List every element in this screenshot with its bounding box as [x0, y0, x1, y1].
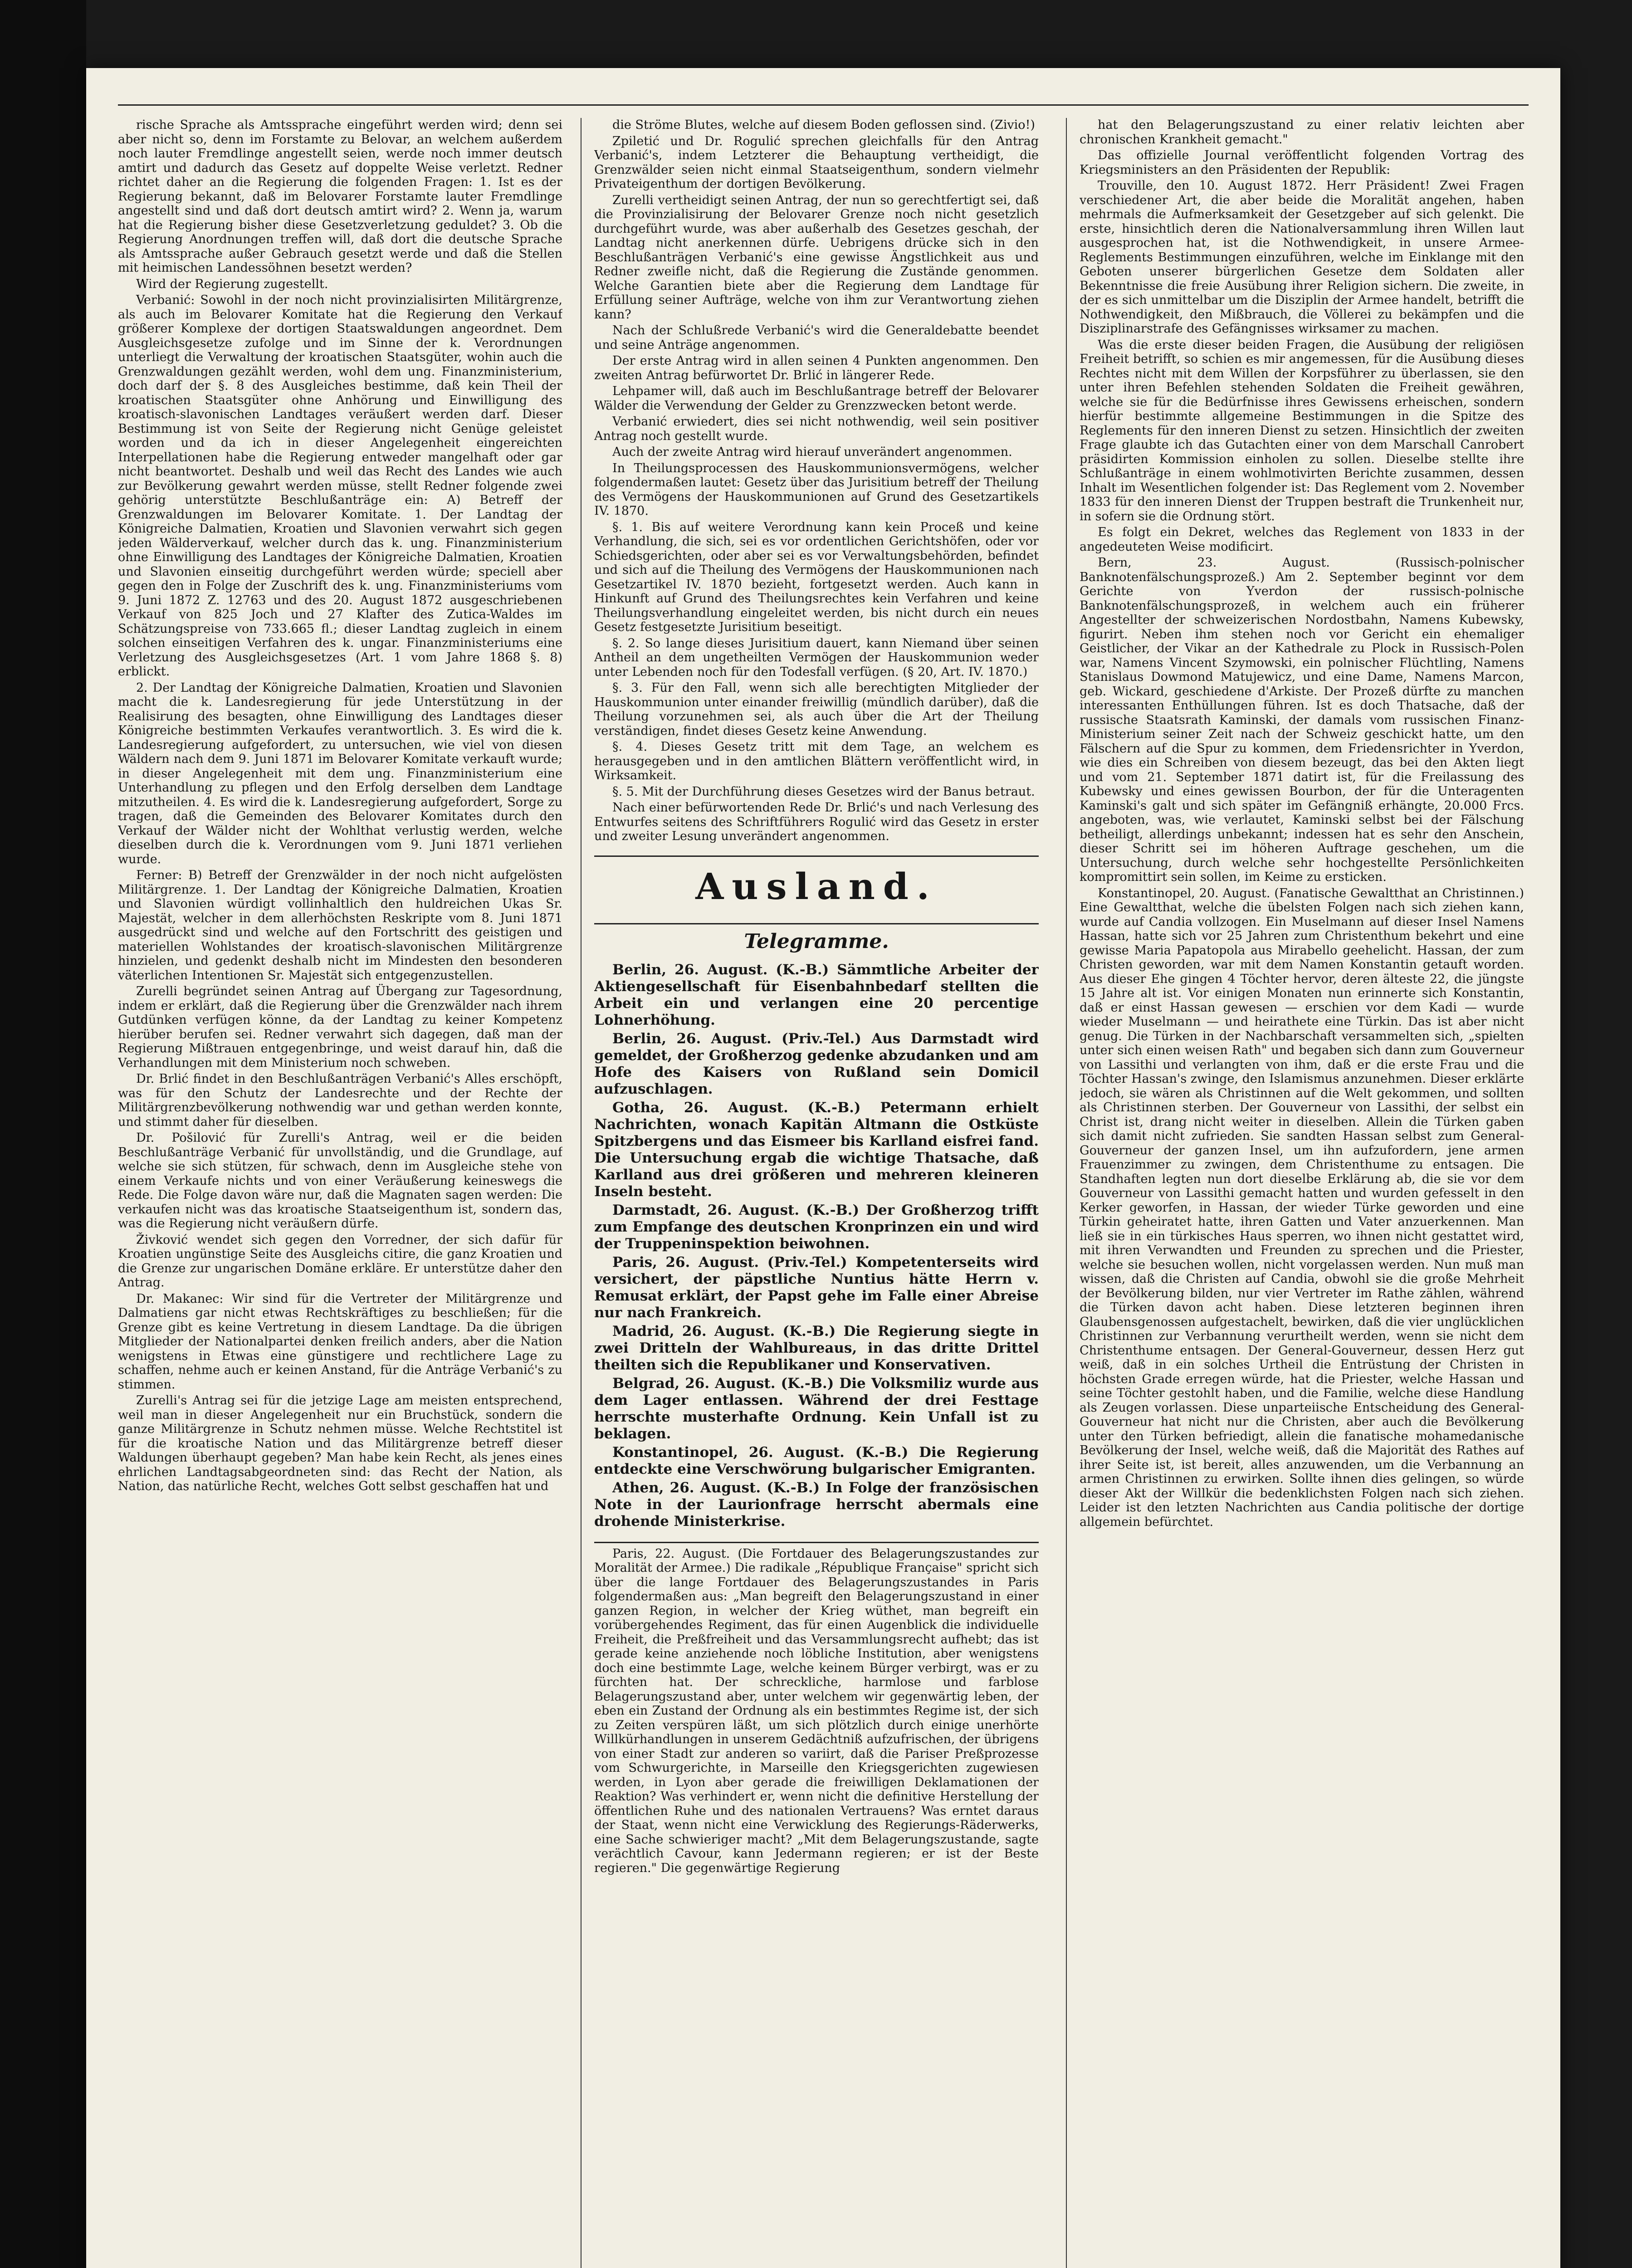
article-paragraph: Nach einer befürwortenden Rede Dr. Brlić's und nach Verlesung des Entwurfes seitens des Schriftführers Rogulić wird das Gesetz in erster und zweiter Lesung unverändert angenommen. [594, 801, 1039, 843]
article-paragraph: §. 2. So lange dieses Jurisitium dauert, kann Niemand über seinen Antheil an dem ungetheilten Vermögen der Hauskommunion weder unter Lebenden noch für den Todesfall verfügen. (§ 20, Art. IV. 1870.) [594, 636, 1039, 679]
article-paragraph: Dr. Makanec: Wir sind für die Vertreter der Militärgrenze und Dalmatiens gar nicht etwas Rechtskräftiges zu beschließen; für die Grenze gibt es keine Vertretung in diesem Landtage. Da die übrigen Mitglieder der Nationalpartei denken freilich anders, aber die Nation wenigstens in Etwas eine günstigere und rechtlichere Lage zu schaffen, nehme auch er keinen Anstand, für die Anträge Verbanić's zu stimmen. [118, 1291, 562, 1392]
article-paragraph: Wird der Regierung zugestellt. [136, 277, 328, 291]
article-paragraph: Ferner: B) Betreff der Grenzwälder in der noch nicht aufgelösten Militärgrenze. 1. Der Landtag der Königreiche Dalmatien, Kroatien und Slavonien würdigt vollinhaltlich den huldreichen Ukas Sr. Majestät, welcher in dem allerhöchsten Reskripte vom 8. Juni 1871 ausgedrückt sind und welche auf den Fortschritt des geistigen und materiellen Wohlstandes der kroatisch-slavonischen Militärgrenze hinzielen, und gedenkt deshalb nicht im Mindesten den besonderen väterlichen Intentionen Sr. Majestät sich entgegenzustellen. [118, 868, 562, 982]
telegram-item: Gotha, 26. August. (K.-B.) Petermann erhielt Nachrichten, wonach Kapitän Altmann die Ostküste Spitzbergens und das Eismeer bis Karlland eisfrei fand. Die Untersuchung ergab die wichtige Thatsache, daß Karlland aus drei größeren und mehreren kleineren Inseln besteht. [594, 1099, 1039, 1200]
section-rule [594, 923, 1039, 924]
article-paragraph: Zurelli begründet seinen Antrag auf Übergang zur Tagesordnung, indem er erklärt, daß die Regierung über die Grenzwälder nach ihrem Gutdünken verfügen könne, da der Landtag zu keiner Kompetenz hierüber berufen sei. Redner verwahrt sich dagegen, daß man der Regierung Mißtrauen entgegenbringe, und weist darauf hin, daß die Verhandlungen mit dem Ministerium noch schweben. [118, 984, 562, 1070]
article-paragraph: die Ströme Blutes, welche auf diesem Boden geflossen sind. (Zivio!) [612, 118, 1035, 132]
article-paragraph: Zurelli vertheidigt seinen Antrag, der nun so gerechtfertigt sei, daß die Provinzialisirung der Belovarer Grenze noch nicht gesetzlich durchgeführt wurde, was aber außerhalb des Gesetzes geschah, der Landtag nicht anerkennen dürfe. Uebrigens drücke sich in den Beschlußanträgen Verbanić's eine gewisse Ängstlichkeit aus und Redner zweifle nicht, daß die Regierung die Zustände genommen. Welche Garantien biete aber die Regierung dem Landtage für Erfüllung seiner Aufträge, welche von ihm zur Verantwortung ziehen kann? [594, 193, 1039, 322]
article-paragraph: §. 1. Bis auf weitere Verordnung kann kein Proceß und keine Verhandlung, die sich, sei es vor ordentlichen Gerichtshöfen, oder vor Schiedsgerichten, oder aber sei es vor Verwaltungsbehörden, befindet und sich auf die Theilung des Vermögens der Hauskommunionen nach Gesetzartikel IV. 1870 bezieht, fortgesetzt werden. Auch kann in Hinkunft auf Grund des Theilungsrechtes kein Verfahren und keine Theilungsverhandlung eingeleitet werden, bis nicht durch ein neues Gesetz festgesetzte Jurisitium beseitigt. [594, 520, 1039, 634]
article-paragraph: Dr. Brlić findet in den Beschlußanträgen Verbanić's Alles erschöpft, was für den Schutz der Landesrechte und der Rechte der Militärgrenzbevölkerung nothwendig war und gethan werden konnte, und stimmt daher für dieselben. [118, 1072, 562, 1129]
article-paragraph: Was die erste dieser beiden Fragen, die Ausübung der religiösen Freiheit betrifft, so schien es mir angemessen, für die Ausübung dieses Rechtes nicht mit dem Willen der Korpsführer zu überlassen, sie den unter ihren Befehlen stehenden Soldaten die Freiheit gewähren, welche sie für die Bedürfnisse ihres Gewissens erheischen, sondern hierfür bestimmte allgemeine Bestimmungen in die Spitze des Reglements für den inneren Dienst zu setzen. Hinsichtlich der zweiten Frage glaubte ich das Gutachten einer von dem Marschall Canrobert präsidirten Kommission einholen zu sollen. Dieselbe stellte ihre Schlußanträge in einem wohlmotivirten Berichte zusammen, dessen Inhalt im Wesentlichen folgender ist: Das Reglement vom 2. November 1833 für den inneren Dienst der Truppen bestraft die Trunkenheit nur, in sofern sie die Ordnung stört. [1080, 337, 1524, 523]
article-paragraph: Konstantinopel, 20. August. (Fanatische Gewaltthat an Christinnen.) Eine Gewaltthat, welche die übelsten Folgen nach sich ziehen kann, wurde auf Candia vollzogen. Ein Muselmann auf dieser Insel Namens Hassan, hatte sich vor 25 Jahren zum Christenthum bekehrt und eine gewisse Maria Papatopola aus Mirabello geehelicht. Hassan, der zum Christen geworden, war mit dem Namen Konstantin getauft worden. Aus dieser Ehe gingen 4 Töchter hervor, deren älteste 22, die jüngste 15 Jahre alt ist. Vor einigen Monaten nun erinnerte sich Konstantin, daß er einst Hassan gewesen — erschien vor dem Kadi — wurde wieder Muselmann — und heirathete eine Türkin. Das ist aber nicht genug. Die Türken in der Nachbarschaft versammelten sich, „spielten unter sich einen weisen Rath" und begaben sich dann zum Gouverneur von Lassithi und verlangten von ihm, daß er die erste Frau und die Töchter Hassan's zwinge, den Islamismus anzunehmen. Dieser erklärte jedoch, sie wären als Christinnen auf die Welt gekommen, und sollten als Christinnen sterben. Der Gouverneur von Lassithi, der selbst ein Christ ist, drang nicht weiter in dieselben. Allein die Türken gaben sich damit nicht zufrieden. Sie sandten Hassan selbst zum General-Gouverneur der ganzen Insel, um ihn aufzufordern, jene armen Frauenzimmer zu zwingen, dem Christenthume zu entsagen. Die Standhaften legten nun dort dieselbe Erklärung ab, die sie vor dem Gouverneur von Lassithi gemacht hatten und wurden gefesselt in den Kerker geworfen, in Hassan, der wieder Türke geworden und eine Türkin geheiratet hatte, ihren Gatten und Vater anzuerkennen. Man ließ sie in ein türkisches Haus sperren, wo ihnen nicht gestattet wird, mit ihren Verwandten und Freunden zu sprechen und die Priester, welche sie besuchen wollen, nicht vorgelassen werden. Nun muß man wissen, daß die Christen auf Candia, obwohl sie die große Mehrheit der Bevölkerung bilden, nur vier Vertreter im Rathe zählen, während die Türken davon acht haben. Diese letzteren beginnen ihren Glaubensgenossen aufgestachelt, bewirken, daß die vier unglücklichen Christinnen zur Verbannung verurtheilt werden, wenn sie nicht dem Christenthume entsagen. Der General-Gouverneur, dessen Herz gut weiß, daß in ein solches Urtheil die Entrüstung der Christen in höchsten Grade erregen würde, hat die Priester, welche Hassan und seine Töchter gestohlt haben, und die Familie, welche diese Handlung als Zeugen vorlassen. Diese unparteiische Entscheidung des General-Gouverneur hat nicht nur die Christen, aber auch die Bevölkerung unter den Türken befriedigt, allein die fanatische mohamedanische Bevölkerung der Insel, welche weiß, daß die Majorität des Rathes auf ihrer Seite ist, ist bereit, alles anzuwenden, um die Verbannung an armen Christinnen zu erwirken. Sollte ihnen dies gelingen, so würde dieser Akt der Willkür die bedenklichsten Folgen nach sich ziehen. Leider ist den letzten Nachrichten aus Candia politische der dortige allgemein befürchtet. [1080, 886, 1524, 1529]
telegram-item: Konstantinopel, 26. August. (K.-B.) Die Regierung entdeckte eine Verschwörung bulgarischer Emigranten. [594, 1444, 1039, 1477]
column-left [118, 118, 562, 2268]
article-paragraph: §. 3. Für den Fall, wenn sich alle berechtigten Mitglieder der Hauskommunion unter einander freiwillig (mündlich darüber), daß die Theilung vorzunehmen sei, als auch über die Art der Theilung verständigen, findet dieses Gesetz keine Anwendung. [594, 681, 1039, 738]
article-paragraph: §. 5. Mit der Durchführung dieses Gesetzes wird der Banus betraut. [612, 784, 1035, 799]
article-paragraph: Bern, 23. August. (Russisch-polnischer Banknotenfälschungsprozeß.) Am 2. September beginnt vor dem Gerichte von Yverdon der russisch-polnische Banknotenfälschungsprozeß, in welchem auch ein früherer Angestellter der schweizerischen Nordostbahn, Namens Kubewsky, figurirt. Neben ihm stehen noch vor Gericht ein ehemaliger Geistlicher, der Vikar an der Kathedrale zu Plock in Russisch-Polen war, Namens Vincent Szymowski, ein polnischer Flüchtling, Namens Stanislaus Dowmond Matujewicz, und eine Dame, Namens Marcon, geb. Wickard, geschiedene d'Arkiste. Der Prozeß dürfte zu manchen interessanten Enthüllungen führen. Ist es doch Thatsache, daß der russische Staatsrath Kaminski, der damals vom russischen Finanz-Ministerium seiner Zeit nach der Schweiz geschickt hatte, um den Fälschern auf die Spur zu kommen, dem Friedensrichter in Yverdon, wie dies ein Schreiben von diesem bezeugt, das bei den Akten liegt und vom 21. September 1871 datirt ist, für die Freilassung des Kubewsky und eines gewissen Bourbon, der für die Unteragenten Kaminski's galt und sich später im Gefängniß erhängte, 20.000 Frcs. angeboten, was, wie verlautet, Kaminski selbst bei der Fälschung betheiligt, allerdings unbekannt; indessen hat es sehr den Anschein, dieser Schritt sei im höheren Auftrage geschehen, um die Untersuchung, durch welche sehr hochgestellte Persönlichkeiten kompromittirt sein sollen, im Keime zu ersticken. [1080, 556, 1524, 884]
column-middle [594, 118, 1039, 2268]
column-right [1080, 118, 1524, 2268]
telegram-item: Paris, 26. August. (Priv.-Tel.) Kompetenterseits wird versichert, der päpstliche Nuntius hätte Herrn v. Remusat erklärt, der Papst gehe im Falle einer Abreise nur nach Frankreich. [594, 1254, 1039, 1321]
telegram-item: Athen, 26. August. (K.-B.) In Folge der französischen Note in der Laurionfrage herrscht abermals eine drohende Ministerkrise. [594, 1479, 1039, 1530]
top-rule [118, 104, 1529, 106]
column-rule [1066, 118, 1067, 2268]
article-paragraph: Nach der Schlußrede Verbanić's wird die Generaldebatte beendet und seine Anträge angenommen. [594, 323, 1039, 352]
telegram-item: Berlin, 26. August. (K.-B.) Sämmtliche Arbeiter der Aktiengesellschaft für Eisenbahnbedarf stellten die Arbeit ein und verlangen eine 20 percentige Lohnerhöhung. [594, 961, 1039, 1028]
article-paragraph: Es folgt ein Dekret, welches das Reglement von 1833 in der angedeuteten Weise modificirt. [1080, 525, 1524, 554]
section-rule [594, 1542, 1039, 1543]
article-paragraph: Dr. Pošilović für Zurelli's Antrag, weil er die beiden Beschlußanträge Verbanić für unvollständig, und die Grundlage, auf welche sie sich stützen, für schwach, denn im Ausgleiche stehe von einem Verkaufe nichts und von einer Veräußerung keineswegs die Rede. Die Folge davon wäre nur, daß die Magnaten sagen werden: Die verkaufen nicht was das kroatische Staatseigenthum ist, sondern das, was die Regierung nicht veräußern dürfe. [118, 1131, 562, 1231]
section-title-ausland: Ausland. [695, 865, 938, 908]
telegram-item: Darmstadt, 26. August. (K.-B.) Der Großherzog trifft zum Empfange des deutschen Kronprinzen ein und wird der Truppeninspektion beiwohnen. [594, 1202, 1039, 1252]
foreign-reports [594, 1547, 1039, 1876]
telegram-list [594, 962, 1039, 1530]
telegram-item: Berlin, 26. August. (Priv.-Tel.) Aus Darmstadt wird gemeldet, der Großherzog gedenke abzudanken und am Hofe des Kaisers von Rußland sein Domicil aufzuschlagen. [594, 1030, 1039, 1097]
article-paragraph: hat den Belagerungszustand zu einer relativ leichten aber chronischen Krankheit gemacht." [1080, 118, 1524, 147]
telegram-item: Madrid, 26. August. (K.-B.) Die Regierung siegte in zwei Dritteln der Wahlbureaus, in das dritte Drittel theilten sich die Republikaner und Konservativen. [594, 1323, 1039, 1373]
article-paragraph: In Theilungsprocessen des Hauskommunionsvermögens, welcher folgendermaßen lautet: Gesetz über das Jurisitium betreff der Theilung des Vermögens der Hauskommunionen auf Grund des Gesetzartikels IV. 1870. [594, 461, 1039, 518]
article-paragraph: Das offizielle Journal veröffentlicht folgenden Vortrag des Kriegsministers an den Präsidenten der Republik: [1080, 148, 1524, 177]
article-paragraph: Živković wendet sich gegen den Vorredner, der sich dafür für Kroatien ungünstige Seite des Ausgleichs citire, die ganz Kroatien und die Grenze zur ungarischen Domäne erkläre. Er unterstütze daher den Antrag. [118, 1232, 562, 1290]
article-paragraph: Verbanić erwiedert, dies sei nicht nothwendig, weil sein positiver Antrag noch gestellt wurde. [594, 415, 1039, 443]
article-paragraph: Zurelli's Antrag sei für die jetzige Lage am meisten entsprechend, weil man in dieser Angelegenheit nur ein Bruchstück, sondern die ganze Militärgrenze in Schutz nehmen müsse. Welche Rechtstitel ist für die kroatische Nation und das Militärgrenze betreff dieser Waldungen überhaupt gegeben? Man habe kein Recht, als jenes eines ehrlichen Landtagsabgeordneten sind: das Recht der Nation, als Nation, das natürliche Recht, welches Gott selbst geschaffen hat und [118, 1393, 562, 1493]
article-paragraph: Verbanić: Sowohl in der noch nicht provinzialisirten Militärgrenze, als auch im Belovarer Komitate hat die Regierung den Verkauf größerer Komplexe der dortigen Staatswaldungen angeordnet. Dem Ausgleichsgesetze zufolge und im Sinne der k. Verordnungen unterliegt die Verwaltung der kroatischen Staatsgüter, wohin auch die Grenzwaldungen gezählt werden, wohl dem ung. Finanzministerium, doch darf der §. 8 des Ausgleiches bestimme, daß kein Theil der kroatischen Staatsgüter ohne Anhörung und Einwilligung des kroatisch-slavonischen Landtages veräußert werden darf. Dieser Bestimmung ist von Seite der Regierung nicht Genüge geleistet worden und da ich in dieser Angelegenheit eingereichten Interpellationen habe die Regierung entweder mangelhaft oder gar nicht beantwortet. Deshalb und weil das Recht des Landes wie auch zur Bevölkerung gewahrt werden müsse, stellt Redner folgende zwei gehörig unterstützte Beschlußanträge ein: A) Betreff der Grenzwaldungen im Belovarer Komitate. 1. Der Landtag der Königreiche Dalmatien, Kroatien und Slavonien verwahrt sich gegen jeden Wälderverkauf, welcher durch das k. ung. Finanzministerium ohne Einwilligung des Landtages der Königreiche Dalmatien, Kroatien und Slavonien einseitig durchgeführt werden würde; speciell aber gegen den in Folge der Zuschrift des k. ung. Finanzministeriums vom 9. Juni 1872 Z. 12763 und des 20. August 1872 ausgeschriebenen Verkauf von 825 Joch und 27 Klafter des Zutica-Waldes im Schätzungspreise von 733.665 fl.; dieser Landtag zugleich in einem solchen einseitigen Verfahren des k. ungar. Finanzministeriums eine Verletzung des Ausgleichsgesetzes (Art. 1 vom Jahre 1868 §. 8) erblickt. [118, 293, 562, 679]
article-paragraph: rische Sprache als Amtssprache eingeführt werden wird; denn sei aber nicht so, denn im Forstamte zu Belovar, an welchem außerdem noch lauter Fremdlinge angestellt seien, werde noch immer deutsch amtirt und dadurch das Gesetz auf doppelte Weise verletzt. Redner richtet daher an die Regierung die folgenden Fragen: 1. Ist es der Regierung bekannt, daß im Belovarer Forstamte lauter Fremdlinge angestellt sind und daß dort deutsch amtirt wird? 2. Wenn ja, warum hat die Regierung bisher diese Gesetzverletzung geduldet? 3. Ob die Regierung Anordnungen treffen will, daß dort die deutsche Sprache als Amtssprache außer Gebrauch gesetzt werde und daß die Stellen mit heimischen Landessöhnen besetzt werden? [118, 118, 562, 275]
article-paragraph: Auch der zweite Antrag wird hierauf unverändert angenommen. [612, 445, 1012, 459]
telegram-item: Belgrad, 26. August. (K.-B.) Die Volksmiliz wurde aus dem Lager entlassen. Während der drei Festtage herrschte musterhafte Ordnung. Kein Unfall ist zu beklagen. [594, 1375, 1039, 1442]
article-paragraph: 2. Der Landtag der Königreiche Dalmatien, Kroatien und Slavonien macht die k. Landesregierung für jede Unterstützung in der Realisirung des besagten, ohne Einwilligung des Landtages dieser Königreiche bestimmten Verkaufes verantwortlich. 3. Es wird die k. Landesregierung aufgefordert, zu untersuchen, wie viel von diesen Wäldern nach dem 9. Juni 1871 im Belovarer Komitate verkauft wurde; in dieser Angelegenheit mit dem ung. Finanzministerium eine Unterhandlung zu pflegen und den Erfolg derselben dem Landtage mitzutheilen. 4. Es wird die k. Landesregierung aufgefordert, Sorge zu tragen, daß die Gemeinden des Belovarer Komitates durch den Verkauf der Wälder nicht der Wohlthat verlustig werden, welche dieselben durch die k. Verordnungen vom 9. Juni 1871 verliehen wurde. [118, 680, 562, 866]
article-paragraph: Der erste Antrag wird in allen seinen 4 Punkten angenommen. Den zweiten Antrag befürwortet Dr. Brlić in längerer Rede. [594, 354, 1039, 382]
section-rule [594, 855, 1039, 857]
newspaper-page [86, 68, 1560, 2268]
article-paragraph: Lehpamer will, daß auch im Beschlußantrage betreff der Belovarer Wälder die Verwendung der Gelder zu Grenzzwecken betont werde. [594, 384, 1039, 413]
article-paragraph: Trouville, den 10. August 1872. Herr Präsident! Zwei Fragen verschiedener Art, die aber beide die Moralität angehen, haben mehrmals die Aufmerksamkeit der Gesetzgeber auf sich gelenkt. Die erste, hinsichtlich deren die Nationalversammlung ihren Willen laut ausgesprochen hat, ist die Nothwendigkeit, in unsere Armee-Reglements Bestimmungen einzuführen, welche im Einklange mit den Geboten unserer bürgerlichen Gesetze dem Soldaten aller Bekenntnisse die freie Ausübung ihrer Religion sichern. Die zweite, in der es sich unmittelbar um die Disziplin der Armee handelt, betrifft die Nothwendigkeit, den Mißbrauch, die Völlerei zu bekämpfen und die Disziplinarstrafe des Gefängnisses wirksamer zu machen. [1080, 179, 1524, 336]
article-paragraph: Paris, 22. August. (Die Fortdauer des Belagerungszustandes zur Moralität der Armee.) Die radikale „République Française" spricht sich über die lange Fortdauer des Belagerungszustandes in Paris folgendermaßen aus: „Man begreift den Belagerungszustand in einer ganzen Region, in welcher der Krieg wüthet, man begreift ein vorübergehendes Regiment, das für einen Augenblick die individuelle Freiheit, die Preßfreiheit und das Versammlungsrecht aufhebt; das ist gerade keine anziehende noch löbliche Institution, aber wenigstens doch eine bestimmte Lage, welche keinem Bürger verbirgt, was er zu fürchten hat. Der schreckliche, harmlose und farblose Belagerungszustand aber, unter welchem wir gegenwärtig leben, der eben ein Zustand der Ordnung als ein bestimmtes Regime ist, der sich zu Zeiten verspüren läßt, um sich plötzlich durch einige unerhörte Willkürhandlungen in unserem Gedächtniß aufzufrischen, der übrigens von einer Stadt zur anderen so variirt, daß die Pariser Preßprozesse vom Schwurgerichte, in Marseille den Kriegsgerichten zugewiesen werden, in Lyon aber gerade die freiwilligen Deklamationen der Reaktion? Was verhindert er, wenn nicht die definitive Herstellung der öffentlichen Ruhe und des nationalen Vertrauens? Was erntet daraus der Staat, wenn nicht eine Verwicklung des Regierungs-Räderwerks, eine Sache schwieriger macht? „Mit dem Belagerungszustande, sagte verächtlich Cavour, kann Jedermann regieren; er ist der Beste regieren." Die gegenwärtige Regierung [594, 1546, 1039, 1875]
landtag-report-continuation [594, 118, 1039, 844]
scan-border [0, 0, 86, 2268]
subsection-title-telegramme: Telegramme. [744, 929, 889, 953]
article-paragraph: Zpiletić und Dr. Rogulić sprechen gleichfalls für den Antrag Verbanić's, indem Letzterer die Behauptung vertheidigt, die Grenzwälder seien nicht einmal Staatseigenthum, sondern vielmehr Privateigenthum der dortigen Bevölkerung. [594, 134, 1039, 191]
article-paragraph: §. 4. Dieses Gesetz tritt mit dem Tage, an welchem es herausgegeben und in den amtlichen Blättern veröffentlicht wird, in Wirksamkeit. [594, 740, 1039, 782]
